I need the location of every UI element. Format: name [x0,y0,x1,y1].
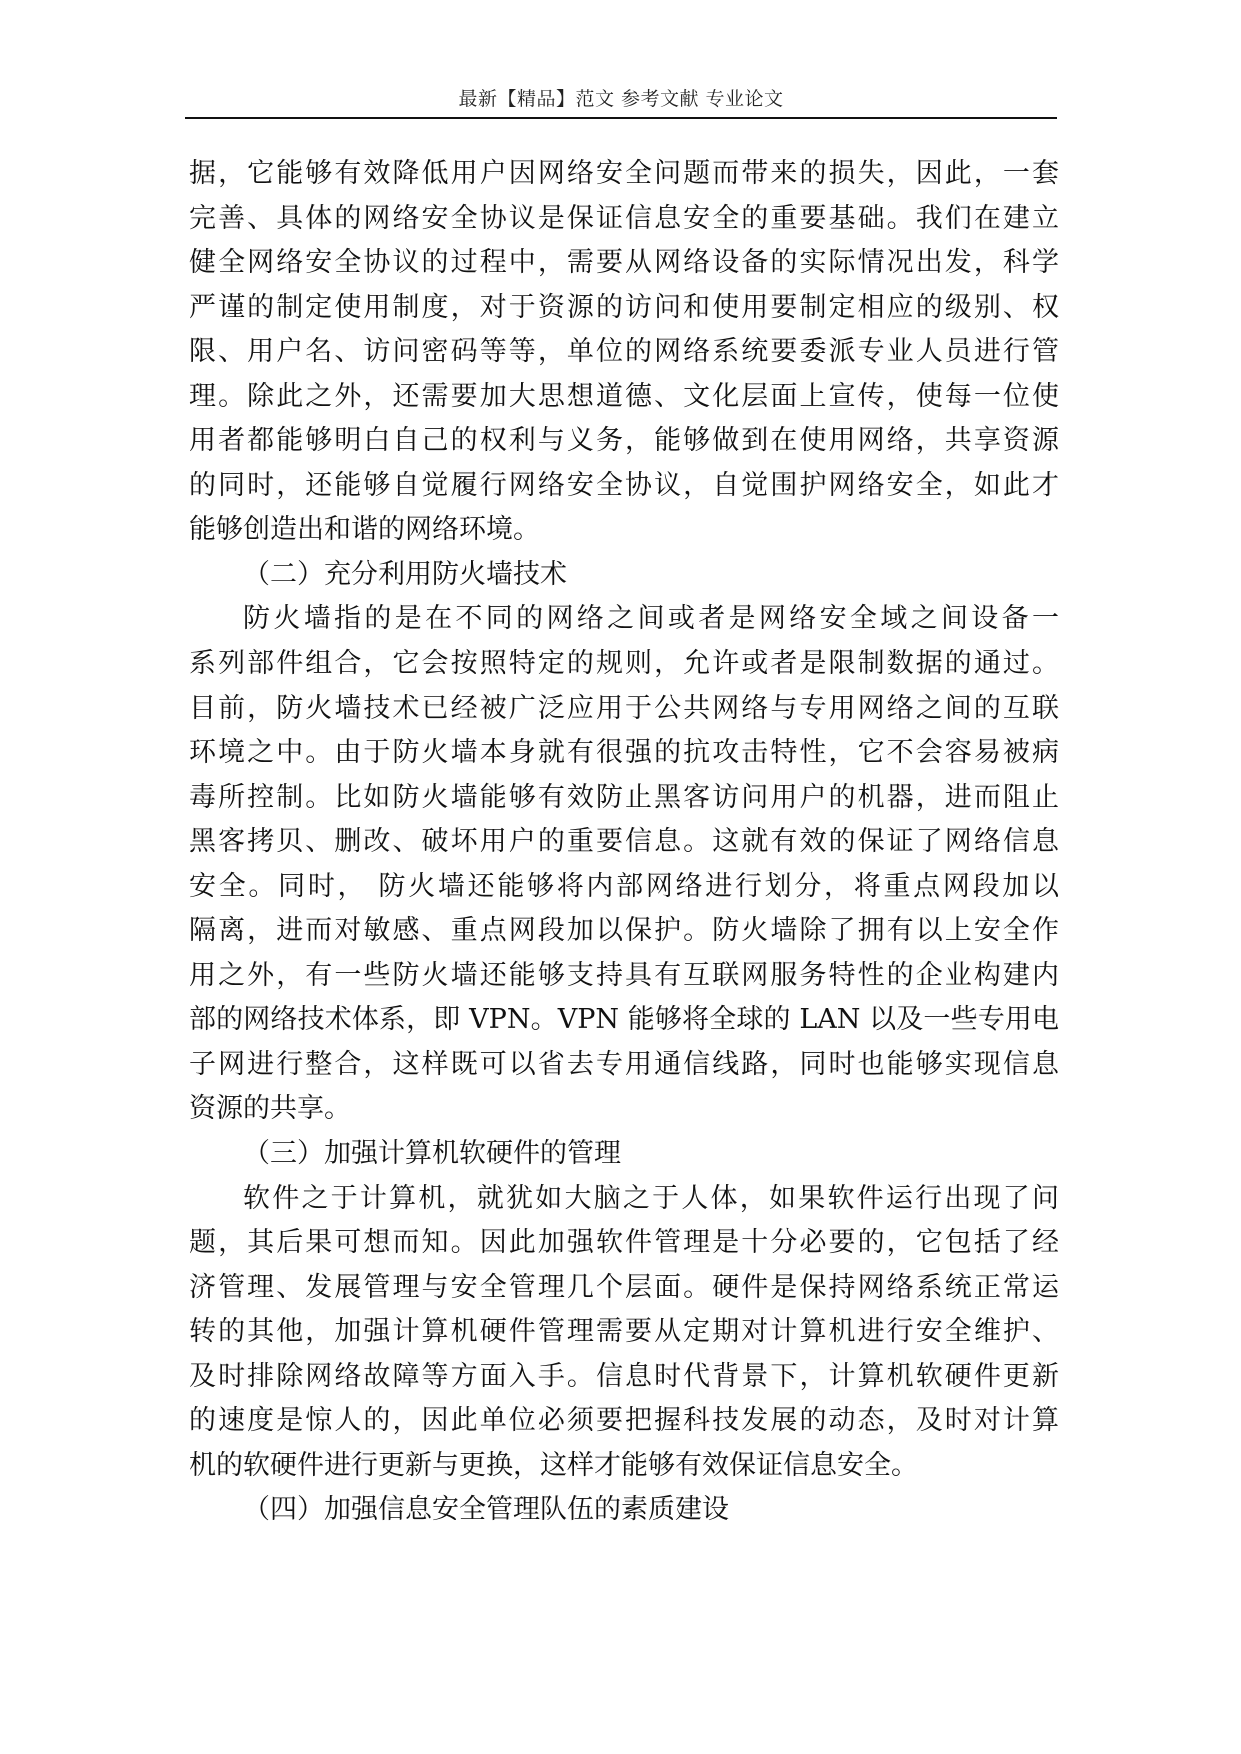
section-heading-2: （二）充分利用防火墙技术 [243,558,567,590]
body-line: 题，其后果可想而知。因此加强软件管理是十分必要的，它包括了经 [189,1227,1059,1259]
body-line: 用之外，有一些防火墙还能够支持具有互联网服务特性的企业构建内 [189,959,1059,991]
body-line: 的同时，还能够自觉履行网络安全协议，自觉围护网络安全，如此才 [189,469,1059,501]
body-line: 系列部件组合，它会按照特定的规则，允许或者是限制数据的通过。 [189,648,1059,680]
header-divider [185,117,1057,119]
body-line: 用者都能够明白自己的权利与义务，能够做到在使用网络，共享资源 [189,425,1059,457]
body-line: 的速度是惊人的，因此单位必须要把握科技发展的动态，及时对计算 [189,1405,1059,1437]
body-line: 能够创造出和谐的网络环境。 [189,514,540,546]
body-line: 黑客拷贝、删改、破坏用户的重要信息。这就有效的保证了网络信息 [189,826,1059,858]
body-line: 目前，防火墙技术已经被广泛应用于公共网络与专用网络之间的互联 [189,692,1059,724]
body-line: 济管理、发展管理与安全管理几个层面。硬件是保持网络系统正常运 [189,1271,1059,1303]
body-line: 资源的共享。 [189,1093,351,1125]
body-line: 健全网络安全协议的过程中，需要从网络设备的实际情况出发，科学 [189,247,1059,279]
body-line: 防火墙指的是在不同的网络之间或者是网络安全域之间设备一 [243,603,1059,635]
body-line: 理。除此之外，还需要加大思想道德、文化层面上宣传，使每一位使 [189,380,1059,412]
document-body [189,152,1059,1533]
section-heading-3: （三）加强计算机软硬件的管理 [243,1138,621,1170]
body-line: 完善、具体的网络安全协议是保证信息安全的重要基础。我们在建立 [189,202,1059,234]
body-line: 严谨的制定使用制度，对于资源的访问和使用要制定相应的级别、权 [189,291,1059,323]
section-heading-4: （四）加强信息安全管理队伍的素质建设 [243,1494,729,1526]
body-line: 及时排除网络故障等方面入手。信息时代背景下，计算机软硬件更新 [189,1360,1059,1392]
body-line: 环境之中。由于防火墙本身就有很强的抗攻击特性，它不会容易被病 [189,737,1059,769]
body-line: 子网进行整合，这样既可以省去专用通信线路，同时也能够实现信息 [189,1048,1059,1080]
body-line: 据，它能够有效降低用户因网络安全问题而带来的损失，因此，一套 [189,158,1059,189]
body-line: 限、用户名、访问密码等等，单位的网络系统要委派专业人员进行管 [189,336,1059,368]
body-line: 软件之于计算机，就犹如大脑之于人体，如果软件运行出现了问 [243,1182,1059,1214]
body-line: 部的网络技术体系，即 VPN。VPN 能够将全球的 LAN 以及一些专用电 [189,1004,1059,1036]
body-line: 转的其他，加强计算机硬件管理需要从定期对计算机进行安全维护、 [189,1316,1059,1348]
body-line: 安全。同时， 防火墙还能够将内部网络进行划分，将重点网段加以 [189,870,1059,902]
body-line: 毒所控制。比如防火墙能够有效防止黑客访问用户的机器，进而阻止 [189,781,1059,813]
body-line: 机的软硬件进行更新与更换，这样才能够有效保证信息安全。 [189,1449,918,1481]
page-header: 最新【精品】范文 参考文献 专业论文 [458,88,784,110]
body-line: 隔离，进而对敏感、重点网段加以保护。防火墙除了拥有以上安全作 [189,915,1059,947]
